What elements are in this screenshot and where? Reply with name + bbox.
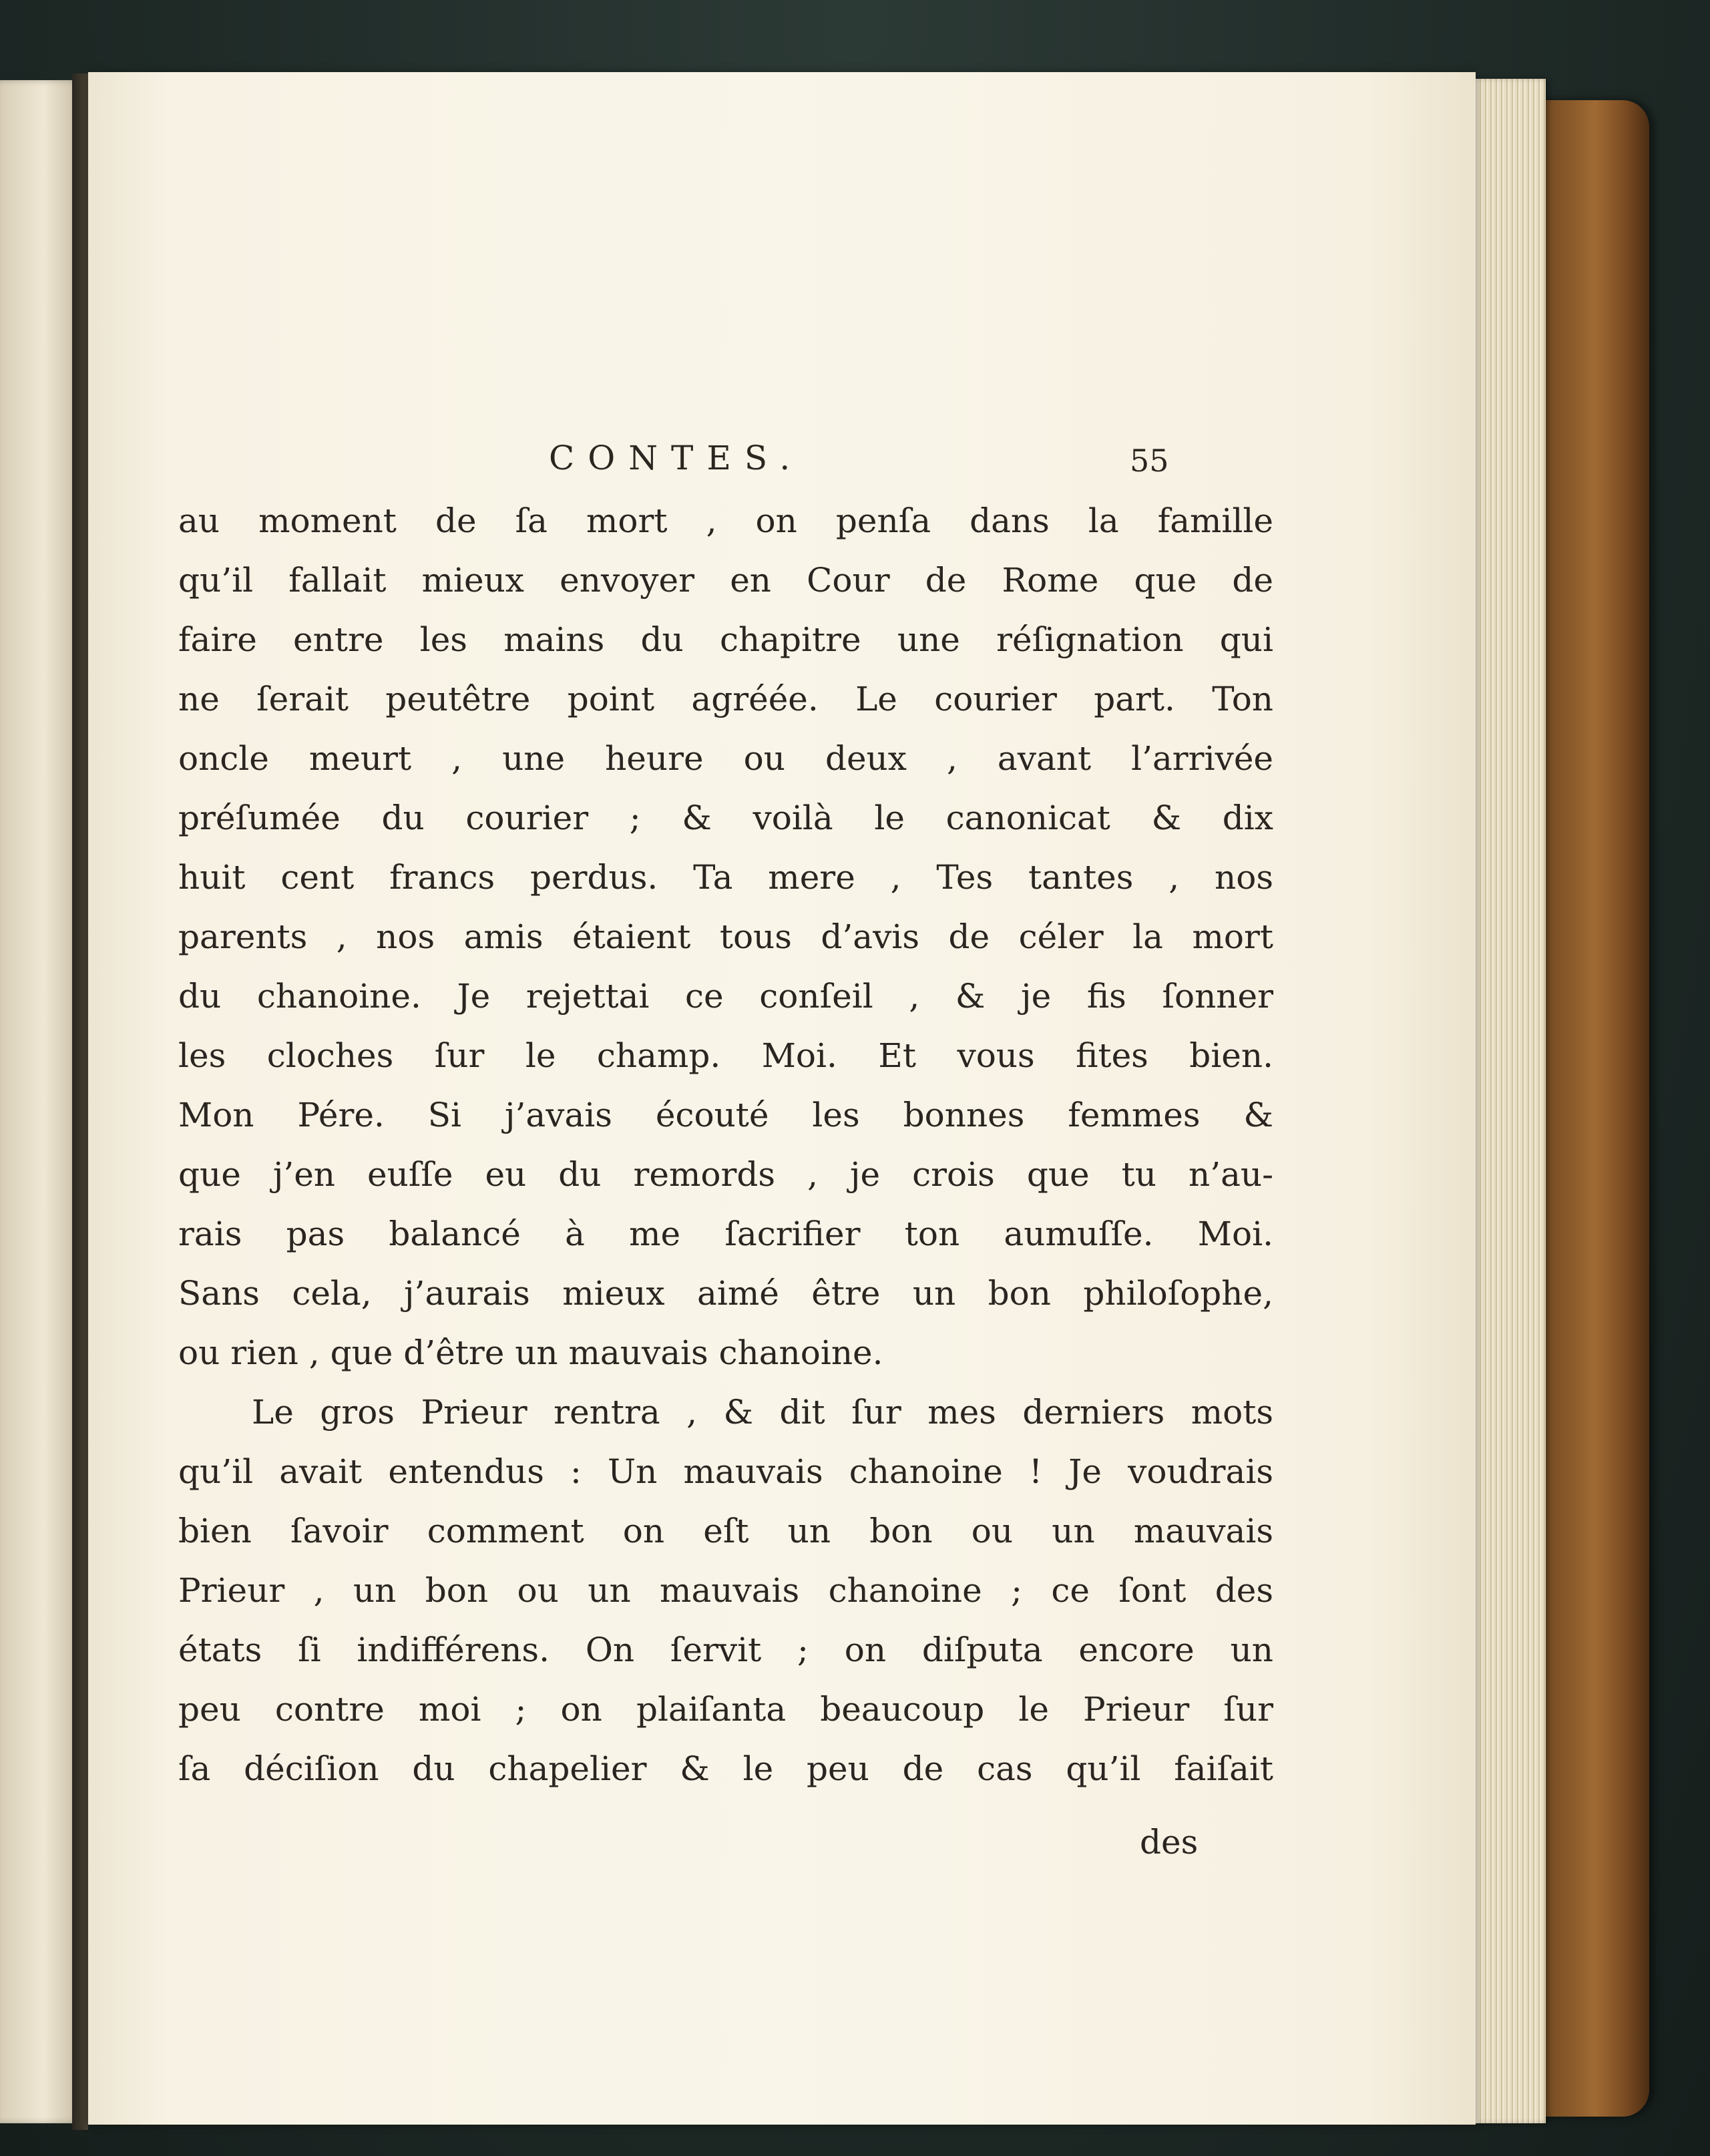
- text-line: qu’il avait entendus : Un mauvais chanoine ! Je voudrais: [178, 1452, 1273, 1491]
- text-line: états ſi indifférens. On ſervit ; on diſputa encore un: [178, 1631, 1273, 1669]
- text-line: peu contre moi ; on plaiſanta beaucoup le Prieur ſur: [178, 1690, 1273, 1729]
- running-head: [88, 438, 1476, 485]
- text-line-paragraph-start: Le gros Prieur rentra , & dit ſur mes derniers mots: [252, 1393, 1273, 1432]
- page-block-edge: [1472, 79, 1546, 2123]
- running-title: CONTES.: [549, 439, 804, 477]
- text-line: que j’en euſſe eu du remords , je crois que tu n’au-: [178, 1155, 1273, 1194]
- body-text: [178, 491, 1273, 1799]
- book-cover-leather: [1529, 100, 1649, 2117]
- text-line: faire entre les mains du chapitre une réſignation qui: [178, 620, 1273, 659]
- text-line: du chanoine. Je rejettai ce conſeil , & je fis ſonner: [178, 977, 1273, 1016]
- text-line-paragraph-end: ou rien , que d’être un mauvais chanoine.: [178, 1333, 883, 1372]
- text-line: parents , nos amis étaient tous d’avis de céler la mort: [178, 917, 1273, 956]
- text-line: qu’il fallait mieux envoyer en Cour de Rome que de: [178, 561, 1273, 600]
- text-line: oncle meurt , une heure ou deux , avant l’arrivée: [178, 739, 1273, 778]
- catchword: des: [1140, 1823, 1199, 1862]
- book-gutter: [72, 73, 88, 2130]
- text-line: ne ſerait peutêtre point agréée. Le courier part. Ton: [178, 680, 1273, 718]
- text-line: Mon Pére. Si j’avais écouté les bonnes femmes &: [178, 1096, 1273, 1134]
- text-line: rais pas balancé à me ſacrifier ton aumuſſe. Moi.: [178, 1215, 1273, 1253]
- text-line: bien ſavoir comment on eſt un bon ou un mauvais: [178, 1512, 1273, 1550]
- text-line: Prieur , un bon ou un mauvais chanoine ; ce ſont des: [178, 1571, 1273, 1610]
- text-line: les cloches ſur le champ. Moi. Et vous fites bien.: [178, 1036, 1273, 1075]
- book-page: [88, 72, 1476, 2125]
- text-line: huit cent francs perdus. Ta mere , Tes tantes , nos: [178, 858, 1273, 897]
- page-number: 55: [1130, 443, 1169, 479]
- text-line: ſa déciſion du chapelier & le peu de cas qu’il faiſait: [178, 1749, 1273, 1788]
- text-line: préſumée du courier ; & voilà le canonicat & dix: [178, 799, 1273, 837]
- text-line: Sans cela, j’aurais mieux aimé être un bon philoſophe,: [178, 1274, 1273, 1313]
- text-line: au moment de ſa mort , on penſa dans la famille: [178, 501, 1273, 540]
- facing-page-edge: [0, 80, 80, 2123]
